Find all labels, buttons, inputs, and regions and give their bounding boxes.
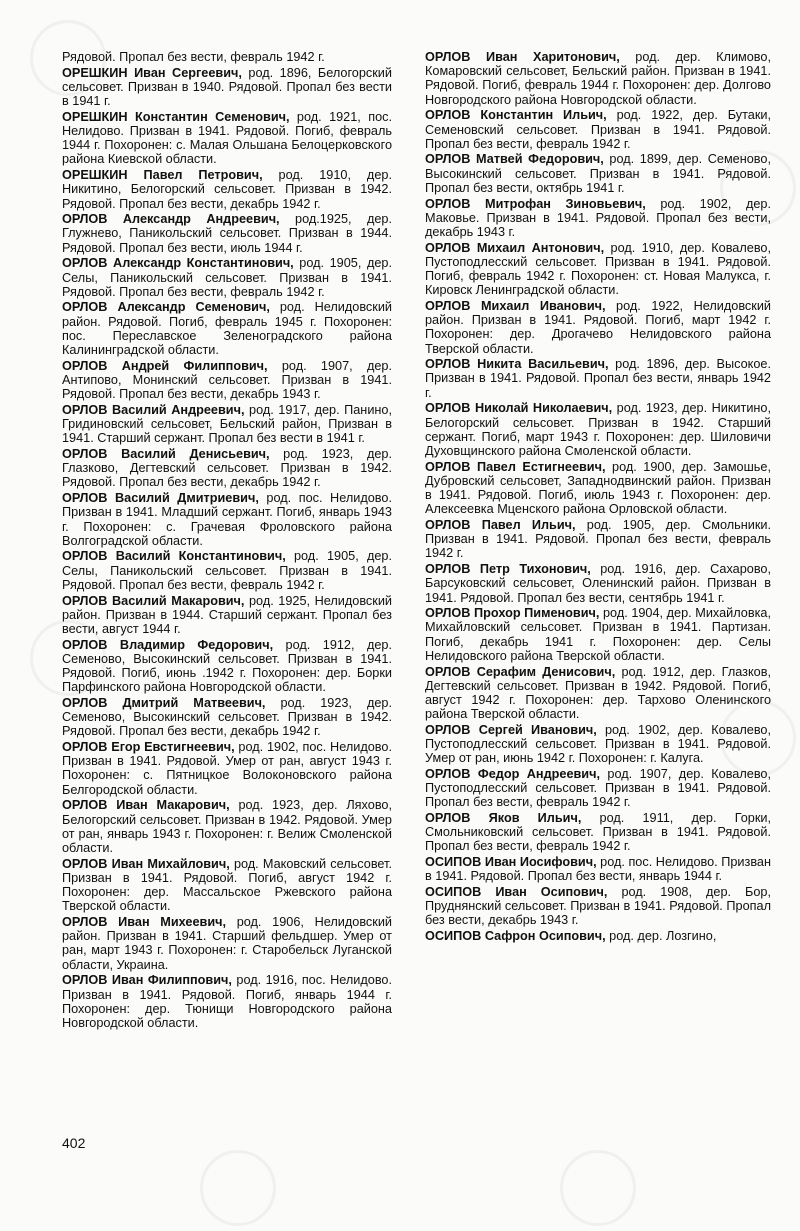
watermark-seal: [200, 1150, 276, 1226]
record-name: ОРЛОВ Иван Макарович,: [62, 798, 230, 813]
record-entry: [425, 606, 771, 663]
record-text: род. 1923, дер. Семеново, Высокинский сельсовет. Призван в 1942. Рядовой. Пропал без вести, декабрь 1942 г.: [62, 695, 392, 739]
record-text: Рядовой. Пропал без вести, февраль 1942 г.: [62, 50, 325, 64]
record-text: род. 1904, дер. Михайловка, Михайловский сельсовет. Призван в 1941. Партизан. Погиб, декабрь 1941 г. Похоронен: дер. Селы Нелидовского района Тверской области.: [425, 606, 772, 663]
watermark-seal: [560, 1150, 636, 1226]
record-name: ОРЛОВ Владимир Федорович,: [62, 637, 274, 652]
record-text: род. 1908, дер. Бор, Пруднянский сельсовет. Призван в 1941. Рядовой. Пропал без вести, декабрь 1943 г.: [425, 885, 772, 928]
record-entry: [62, 110, 392, 167]
record-entry: [425, 562, 771, 605]
record-text: род. 1902, дер. Маковье. Призван в 1941. Рядовой. Пропал без вести, декабрь 1943 г.: [425, 196, 771, 239]
record-text: род. пос. Нелидово. Призван в 1941. Младший сержант. Погиб, январь 1943 г. Похоронен: с. Грачевая Фроловского района Волгоградской области.: [62, 491, 392, 548]
record-entry: [62, 594, 392, 637]
record-text: род. Маковский сельсовет. Призван в 1941. Рядовой. Погиб, август 1942 г. Похоронен: дер. Массальское Ржевского района Тверской области.: [62, 856, 392, 914]
record-text: род. 1923, дер. Глазково, Дегтевский сельсовет. Призван в 1942. Рядовой. Пропал без вести, декабрь 1942 г.: [62, 446, 392, 490]
record-name: ОРЛОВ Павел Ильич,: [425, 518, 576, 532]
record-entry: [425, 929, 771, 943]
record-text: род. 1917, дер. Панино, Гридиновский сельсовет, Бельский район, Призван в 1941. Старший сержант. Пропал без вести в 1941 г.: [62, 402, 392, 446]
record-name: ОРЛОВ Михаил Иванович,: [425, 298, 606, 313]
record-name: ОРЛОВ Василий Макарович,: [62, 593, 245, 608]
record-name: ОРЛОВ Александр Семенович,: [62, 300, 270, 315]
record-entry: [425, 811, 771, 854]
record-entry: [62, 857, 392, 914]
record-text: род. 1910, дер. Никитино, Белогорский сельсовет. Призван в 1942. Рядовой. Пропал без вести, декабрь 1942 г.: [62, 168, 392, 211]
record-name: ОРЛОВ Никита Васильевич,: [425, 357, 609, 372]
record-text: род. 1896, Белогорский сельсовет. Призван в 1940. Рядовой. Пропал без вести в 1941 г.: [62, 65, 392, 109]
record-name: ОРЛОВ Василий Константинович,: [62, 549, 286, 564]
record-entry: [62, 696, 392, 739]
record-text: род. 1916, пос. Нелидово. Призван в 1941. Рядовой. Погиб, январь 1944 г. Похоронен: дер. Тюнищи Новгородского района Новгородской области.: [62, 973, 392, 1030]
record-name: ОРЛОВ Серафим Денисович,: [425, 664, 616, 679]
right-column: [425, 50, 771, 945]
record-name: ОРЛОВ Федор Андреевич,: [425, 766, 600, 781]
record-name: ОРЛОВ Иван Михеевич,: [62, 914, 227, 929]
record-text: род. 1923, дер. Ляхово, Белогорский сельсовет. Призван в 1942. Рядовой. Умер от ран, январь 1943 г. Похоронен: г. Велиж Смоленской области.: [62, 798, 392, 855]
record-name: ОСИПОВ Иван Иосифович,: [425, 855, 597, 870]
record-name: ОРЛОВ Николай Николаевич,: [425, 401, 613, 416]
record-name: ОРЛОВ Василий Денисьевич,: [62, 446, 270, 461]
record-text: род. Нелидовский район. Рядовой. Погиб, февраль 1945 г. Похоронен: пос. Переславское Зеленоградского района Калининградской области.: [62, 300, 392, 358]
record-entry: [62, 740, 392, 797]
record-entry: [425, 518, 771, 561]
record-text: род. 1905, дер. Смольники. Призван в 1941. Рядовой. Пропал без вести, февраль 1942 г.: [425, 518, 771, 561]
record-entry: [62, 491, 392, 548]
record-entry: [425, 357, 771, 400]
record-entry: [425, 855, 771, 883]
record-entry: [62, 915, 392, 972]
record-text: род. 1900, дер. Замошье, Дубровский сельсовет, Западнодвинский район. Призван в 1941. Рядовой. Погиб, июль 1943 г. Похоронен: дер. Алексеевка Мценского района Орловской области.: [425, 459, 771, 517]
record-text: род. 1902, дер. Ковалево, Пустоподлесский сельсовет. Призван в 1941. Рядовой. Умер от ран, июнь 1942 г. Похоронен: г. Калуга.: [425, 722, 771, 766]
record-entry: [62, 168, 392, 211]
record-entry: [62, 300, 392, 357]
record-name: ОРЕШКИН Иван Сергеевич,: [62, 65, 242, 80]
record-entry: [62, 638, 392, 695]
record-text: род. 1905, дер. Селы, Паникольский сельсовет. Призван в 1941. Рядовой. Пропал без вести, февраль 1942 г.: [62, 549, 392, 592]
record-text: род. 1907, дер. Антипово, Монинский сельсовет. Призван в 1941. Рядовой. Пропал без вести, декабрь 1943 г.: [62, 358, 392, 402]
record-name: ОРЛОВ Михаил Антонович,: [425, 240, 605, 255]
record-entry: [62, 447, 392, 490]
record-text: род. 1912, дер. Семеново, Высокинский сельсовет. Призван в 1941. Рядовой. Погиб, июнь .1942 г. Похоронен: дер. Борки Парфинского района Новгородской области.: [62, 637, 392, 695]
record-text: род. 1911, дер. Горки, Смольниковский сельсовет. Призван в 1941. Рядовой. Пропал без вести, февраль 1942 г.: [425, 811, 771, 854]
record-name: ОРЛОВ Сергей Иванович,: [425, 722, 597, 737]
record-entry: [425, 460, 771, 517]
record-text: род. пос. Нелидово. Призван в 1941. Рядовой. Пропал без вести, январь 1944 г.: [425, 855, 771, 884]
record-entry: [62, 403, 392, 446]
record-name: ОРЛОВ Яков Ильич,: [425, 811, 582, 826]
record-entry: [62, 256, 392, 299]
record-entry: [62, 798, 392, 855]
record-entry: [425, 665, 771, 722]
left-column: [62, 50, 392, 1032]
record-text: род. 1902, пос. Нелидово. Призван в 1941. Рядовой. Умер от ран, август 1943 г. Похоронен: с. Пятницкое Волоконовского района Белгородской области.: [62, 740, 392, 797]
record-text: род. дер. Лозгино,: [605, 929, 717, 944]
record-entry: [425, 241, 771, 298]
record-text: род. 1921, пос. Нелидово. Призван в 1941. Рядовой. Погиб, февраль 1944 г. Похоронен: с. Малая Ольшана Белоцерковского района Киевской области.: [62, 109, 392, 167]
record-name: ОСИПОВ Иван Осипович,: [425, 885, 608, 900]
record-name: ОРЛОВ Петр Тихонович,: [425, 562, 591, 577]
record-text: род. 1912, дер. Глазков, Дегтевский сельсовет. Призван в 1942. Рядовой. Погиб, август 1942 г. Похоронен: дер. Тархово Оленинского района Тверской области.: [425, 664, 771, 722]
record-text: род. 1922, дер. Бутаки, Семеновский сельсовет. Призван в 1941. Рядовой. Пропал без вести, февраль 1942 г.: [425, 108, 771, 151]
record-entry: [62, 359, 392, 402]
record-text: род.1925, дер. Глужнево, Паникольский сельсовет. Призван в 1944. Рядовой. Пропал без вести, июль 1944 г.: [62, 212, 393, 255]
record-name: ОСИПОВ Сафрон Осипович,: [425, 929, 606, 944]
record-text: род. 1922, Нелидовский район. Призван в 1941. Рядовой. Погиб, март 1942 г. Похоронен: дер. Дрогачево Нелидовского района Тверской области.: [425, 298, 771, 356]
record-text: род. дер. Климово, Комаровский сельсовет, Бельский район. Призван в 1941. Рядовой. Погиб, февраль 1944 г. Похоронен: дер. Долгово Новгородского района Новгородской области.: [425, 50, 771, 107]
record-name: ОРЛОВ Прохор Пименович,: [425, 606, 600, 621]
record-name: ОРЛОВ Иван Филиппович,: [62, 973, 232, 988]
record-entry: [62, 549, 392, 592]
record-name: ОРЛОВ Константин Ильич,: [425, 108, 607, 123]
record-name: ОРЛОВ Павел Естигнеевич,: [425, 459, 606, 474]
record-text: род. 1923, дер. Никитино, Белогорский сельсовет. Призван в 1942. Старший сержант. Погиб, март 1943 г. Похоронен: дер. Шиловичи Духовщинского района Смоленской области.: [425, 401, 771, 458]
record-text: род. 1896, дер. Высокое. Призван в 1941. Рядовой. Пропал без вести, январь 1942 г.: [425, 357, 771, 400]
record-text: род. 1910, дер. Ковалево, Пустоподлесский сельсовет. Призван в 1941. Рядовой. Погиб, февраль 1942 г. Похоронен: ст. Новая Малукса, г. Кировск Ленинградской области.: [425, 240, 771, 298]
record-entry: [425, 152, 771, 195]
record-name: ОРЛОВ Иван Михайлович,: [62, 856, 230, 871]
record-name: ОРЛОВ Василий Дмитриевич,: [62, 491, 259, 506]
record-name: ОРЛОВ Александр Константинович,: [62, 256, 294, 271]
record-entry: [425, 50, 771, 107]
record-entry: [425, 299, 771, 356]
record-text: род. 1907, дер. Ковалево, Пустоподлесский сельсовет. Призван в 1941. Рядовой. Пропал без вести, февраль 1942 г.: [425, 766, 772, 810]
record-entry: [62, 212, 392, 255]
record-name: ОРЛОВ Василий Андреевич,: [62, 402, 245, 417]
record-name: ОРЛОВ Матвей Федорович,: [425, 152, 604, 167]
record-name: ОРЛОВ Иван Харитонович,: [425, 50, 620, 64]
record-entry: [425, 767, 771, 810]
record-text: род. 1906, Нелидовский район. Призван в 1941. Старший фельдшер. Умер от ран, март 1943 г. Похоронен: г. Старобельск Луганской области, Украина.: [62, 914, 392, 972]
record-entry: [425, 197, 771, 240]
record-name: ОРЛОВ Александр Андреевич,: [62, 212, 280, 227]
record-text: род. 1899, дер. Семеново, Высокинский сельсовет. Призван в 1941. Рядовой. Пропал без вести, октябрь 1941 г.: [425, 152, 771, 195]
record-entry: [62, 66, 392, 109]
record-text: род. 1916, дер. Сахарово, Барсуковский сельсовет, Оленинский район. Призван в 1941. Рядовой. Пропал без вести, сентябрь 1941 г.: [425, 562, 771, 605]
record-name: ОРЕШКИН Константин Семенович,: [62, 109, 290, 124]
record-entry: [425, 885, 771, 928]
page-number: 402: [62, 1135, 86, 1151]
record-entry: [62, 973, 392, 1030]
record-entry: [425, 401, 771, 458]
record-name: ОРЕШКИН Павел Петрович,: [62, 168, 263, 183]
record-text: род. 1905, дер. Селы, Паникольский сельсовет. Призван в 1941. Рядовой. Пропал без вести, февраль 1942 г.: [62, 256, 392, 299]
record-entry: [62, 50, 392, 64]
record-name: ОРЛОВ Андрей Филиппович,: [62, 358, 268, 373]
record-name: ОРЛОВ Митрофан Зиновьевич,: [425, 196, 646, 211]
record-name: ОРЛОВ Егор Евстигнеевич,: [62, 740, 235, 755]
record-entry: [425, 108, 771, 151]
record-text: род. 1925, Нелидовский район. Призван в 1944. Старший сержант. Пропал без вести, август 1944 г.: [62, 593, 392, 636]
record-entry: [425, 723, 771, 766]
record-name: ОРЛОВ Дмитрий Матвеевич,: [62, 695, 266, 710]
